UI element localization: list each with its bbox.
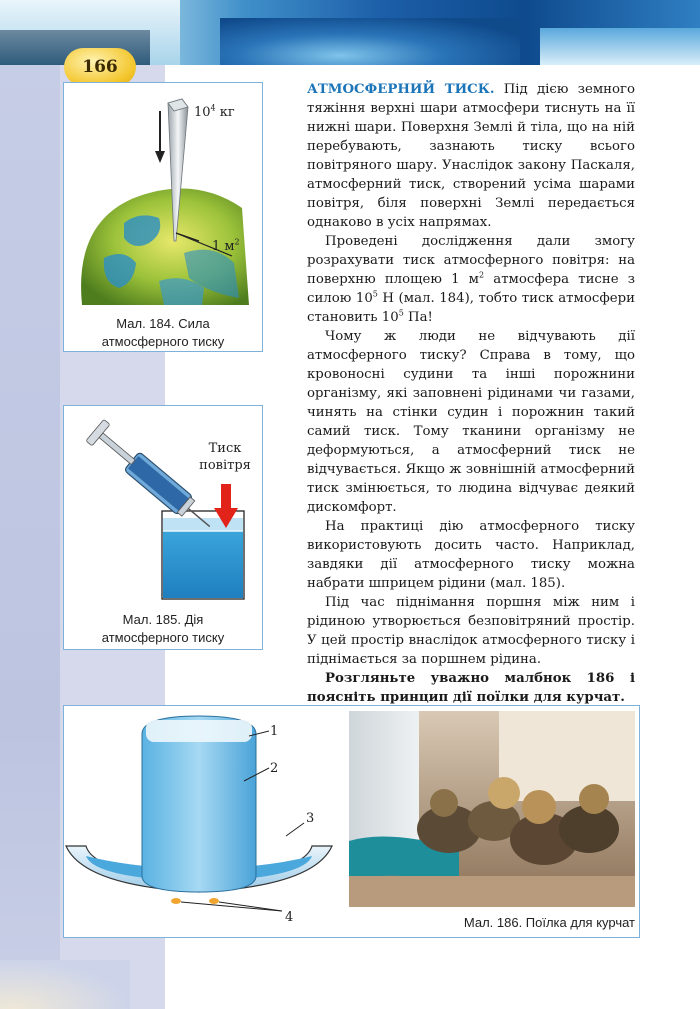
air-pressure-label [190, 440, 260, 474]
callout-4: 4 [285, 910, 294, 925]
banner-wave [220, 18, 520, 65]
left-margin-strip [0, 65, 60, 1009]
water [163, 531, 243, 598]
area-label [212, 239, 240, 254]
page-number: 166 [64, 48, 136, 86]
figure-185 [63, 405, 263, 650]
left-bottom-decoration [0, 960, 130, 1009]
figure-186 [63, 705, 640, 938]
hole-marker [171, 898, 181, 904]
weight-unit: кг [215, 105, 235, 120]
figure-185-caption [64, 611, 262, 647]
caption-line: атмосферного тиску [101, 334, 225, 349]
paragraph: Під час піднімання поршня між ним і рідиною утворюється безповітряний простір. У цей простір внаслідок атмосферного тиску і піднімається за поршнем рідина. [307, 595, 635, 667]
syringe-illustration [64, 406, 262, 606]
chicks-photo [349, 711, 635, 907]
caption-line: атмосферного тиску [101, 630, 225, 645]
figure-184 [63, 82, 263, 352]
hole-marker [209, 898, 219, 904]
main-text [307, 80, 635, 707]
label-line: Тиск [208, 441, 242, 456]
banner-ice [540, 28, 700, 65]
area-value: 1 м [212, 239, 235, 254]
paragraph: Чому ж люди не відчувають дії атмосферного тиску? Справа в тому, що кровоносні судини та інші порожнини організму, які заповнені рідинами чи газами, чинять на стінки судин і порожнин такий самий тиск. Тому тканини організму не деформуються, а атмосферний тиск не відчувається. Якщо ж зовнішній атмосферний тиск змінюється, то людина відчуває деякий дискомфорт. [307, 329, 635, 515]
paragraph [307, 80, 635, 232]
jar [142, 716, 256, 892]
callout-2: 2 [270, 761, 279, 776]
pressure-arrow [221, 484, 231, 510]
section-heading: АТМОСФЕРНИЙ ТИСК. [307, 82, 495, 97]
figure-186-caption: Мал. 186. Поїлка для курчат [463, 915, 635, 930]
weight-label [194, 105, 235, 120]
paragraph-text: Під дією земного тяжіння верхні шари атмосфери тиснуть на її нижні шари. Поверхня Землі й тіла, що на ній перебувають, зазнають тиску всього повітряного шару. Унаслідок закону Паскаля, атмосферний тиск, створений усіма шарами повітря, біля поверхні Землі передається однаково в усіх напрямах. [307, 82, 635, 230]
paragraph-text: атмосфера тисне з силою 10 [307, 272, 635, 306]
paragraph [307, 232, 635, 327]
exponent: 5 [372, 289, 378, 299]
weight-value: 10 [194, 105, 211, 120]
caption-line: Мал. 185. Дія [122, 612, 204, 627]
callout-1: 1 [270, 724, 279, 739]
callout-3: 3 [306, 811, 315, 826]
label-line: повітря [199, 458, 251, 473]
paragraph: Розгляньте уважно малбнок 186 і поясніть принцип дії поїлки для курчат. [307, 671, 635, 705]
area-exponent: 2 [234, 237, 240, 247]
caption-line: Мал. 184. Сила [116, 316, 210, 331]
exponent: 2 [479, 270, 485, 280]
paragraph-text: Н (мал. 184), тобто тиск атмосфери становить 10 [307, 291, 635, 325]
exponent: 5 [398, 308, 404, 318]
paragraph: На практиці дію атмосферного тиску використовують досить часто. Наприклад, завдяки дії атмосферного тиску можна набрати шприцем рідини (мал. 185). [307, 519, 635, 591]
weight-exponent: 4 [210, 103, 216, 113]
paragraph-text: Проведені дослідження дали змогу розрахувати тиск атмосферного повітря: на поверхню площею 1 м [307, 234, 635, 287]
drinker-illustration [64, 706, 334, 934]
figure-184-caption [64, 315, 262, 351]
paragraph-text: Па! [403, 310, 433, 325]
chicks [417, 777, 619, 865]
